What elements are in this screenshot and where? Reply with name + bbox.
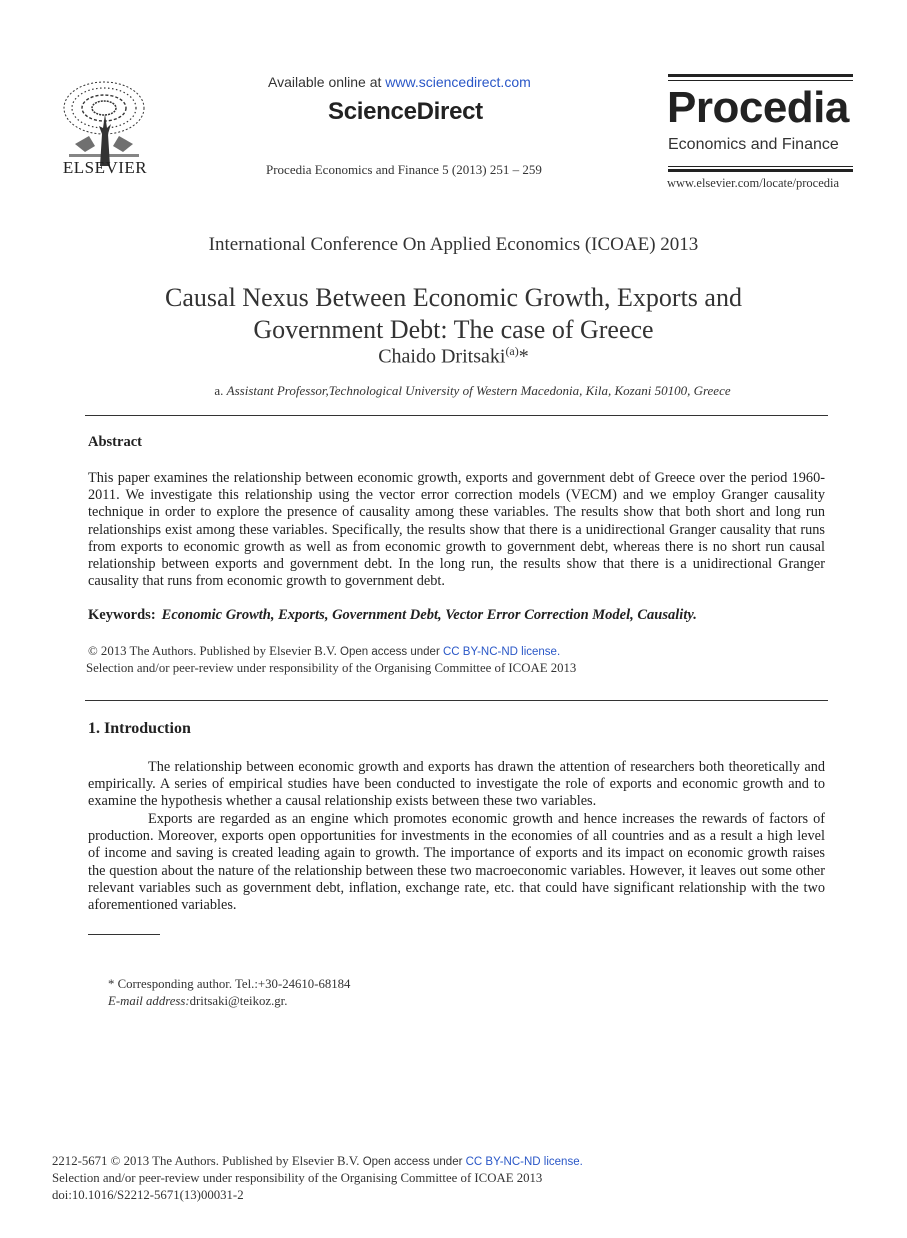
sciencedirect-brand: ScienceDirect bbox=[328, 98, 483, 125]
title-line-1: Causal Nexus Between Economic Growth, Exports and bbox=[165, 283, 742, 312]
intro-paragraph-2: Exports are regarded as an engine which promotes economic growth and hence increases the rewards of factors of production. Moreover, exports open opportunities for investments in the economies of all countries and as a result a high level of income and saving is created leading again to growth. The importance of exports and its impact on economic growth raises the question about the nature of the relationship between these two macroeconomic variables. However, it leaves out some other relevant variables such as government debt, inflation, exchange rate, etc. that could have significant relationship with the two aforementioned variables. bbox=[88, 811, 825, 914]
available-online bbox=[268, 74, 531, 90]
license-review: Selection and/or peer-review under responsibility of the Organising Committee of ICOAE 2013 bbox=[86, 661, 577, 675]
affiliation-text: Assistant Professor,Technological University of Western Macedonia, Kila, Kozani 50100, Greece bbox=[226, 383, 731, 398]
corresponding-mark: * bbox=[518, 345, 529, 368]
footer-license-link[interactable]: CC BY-NC-ND license. bbox=[465, 1156, 583, 1168]
footer-copyright-line bbox=[52, 1154, 583, 1169]
keywords-list: Economic Growth, Exports, Government Debt, Vector Error Correction Model, Causality. bbox=[161, 607, 697, 623]
footer-doi[interactable]: doi:10.1016/S2212-5671(13)00031-2 bbox=[52, 1188, 244, 1202]
journal-subtitle: Economics and Finance bbox=[668, 136, 839, 153]
keywords bbox=[88, 607, 697, 624]
abstract-text: This paper examines the relationship between economic growth, exports and government debt of Greece over the period 1960-2011. We investigate this relationship using the vector error correction models (VECM) and we employ Granger causality technique in order to explore the presence of causality among these variables. The results show that both short and long run relationships exist among these variables. Specifically, the results show that there is a unidirectional Granger causality that runs from exports to economic growth as well as from economic growth to government debt, whereas there is no short run causal relationship between exports and government debt. In the long run, the results show that there is a unidirectional Granger causality that runs from economic growth to government debt. bbox=[88, 470, 825, 590]
license-copyright: © 2013 The Authors. Published by Elsevier B.V. bbox=[88, 644, 337, 658]
author-affiliation-mark: (a) bbox=[505, 344, 519, 358]
footer-review: Selection and/or peer-review under responsibility of the Organising Committee of ICOAE 2013 bbox=[52, 1171, 543, 1185]
affiliation bbox=[0, 383, 907, 399]
journal-brand: Procedia bbox=[667, 83, 849, 132]
abstract-top-divider bbox=[85, 415, 828, 416]
keywords-label: Keywords: bbox=[88, 607, 156, 623]
abstract-heading: Abstract bbox=[88, 434, 142, 450]
author-name: Chaido Dritsaki bbox=[378, 345, 506, 368]
introduction-heading: 1. Introduction bbox=[88, 720, 191, 737]
footer-open-access: Open access under bbox=[362, 1156, 463, 1168]
brand-rule-bottom-thin bbox=[668, 166, 853, 167]
journal-url-link[interactable]: www.elsevier.com/locate/procedia bbox=[667, 176, 840, 190]
author-line bbox=[0, 344, 907, 369]
email-label: E-mail address: bbox=[108, 994, 190, 1008]
corresponding-author: * Corresponding author. Tel.:+30-24610-68184 bbox=[108, 977, 351, 991]
footer-copyright: 2212-5671 © 2013 The Authors. Published by Elsevier B.V. bbox=[52, 1154, 360, 1168]
brand-rule-top-thin bbox=[668, 80, 853, 81]
email-line bbox=[108, 994, 287, 1009]
abstract-bottom-divider bbox=[85, 700, 828, 701]
intro-paragraph-1: The relationship between economic growth and exports has drawn the attention of researchers both theoretically and empirically. A series of empirical studies have been conducted to investigate the role of exports and economic growth and to examine the hypothesis whether a causal relationship exists between these two variables. bbox=[88, 759, 825, 810]
license-open-access: Open access under bbox=[340, 646, 440, 658]
available-online-label: Available online at bbox=[268, 74, 386, 90]
license-line bbox=[88, 644, 560, 659]
brand-rule-top bbox=[668, 74, 853, 77]
brand-rule-bottom bbox=[668, 169, 853, 172]
footnote-divider bbox=[88, 934, 160, 935]
conference-name: International Conference On Applied Economics (ICOAE) 2013 bbox=[208, 234, 699, 255]
affiliation-prefix: a. bbox=[214, 383, 224, 398]
paper-title bbox=[100, 282, 807, 346]
publisher-logo-text: ELSEVIER bbox=[62, 158, 148, 177]
email-address[interactable]: dritsaki@teikoz.gr. bbox=[189, 994, 288, 1008]
license-link[interactable]: CC BY-NC-ND license. bbox=[442, 646, 561, 658]
title-line-2: Government Debt: The case of Greece bbox=[253, 315, 654, 344]
sciencedirect-link[interactable]: www.sciencedirect.com bbox=[385, 74, 531, 90]
journal-citation: Procedia Economics and Finance 5 (2013) 251 – 259 bbox=[266, 162, 542, 177]
